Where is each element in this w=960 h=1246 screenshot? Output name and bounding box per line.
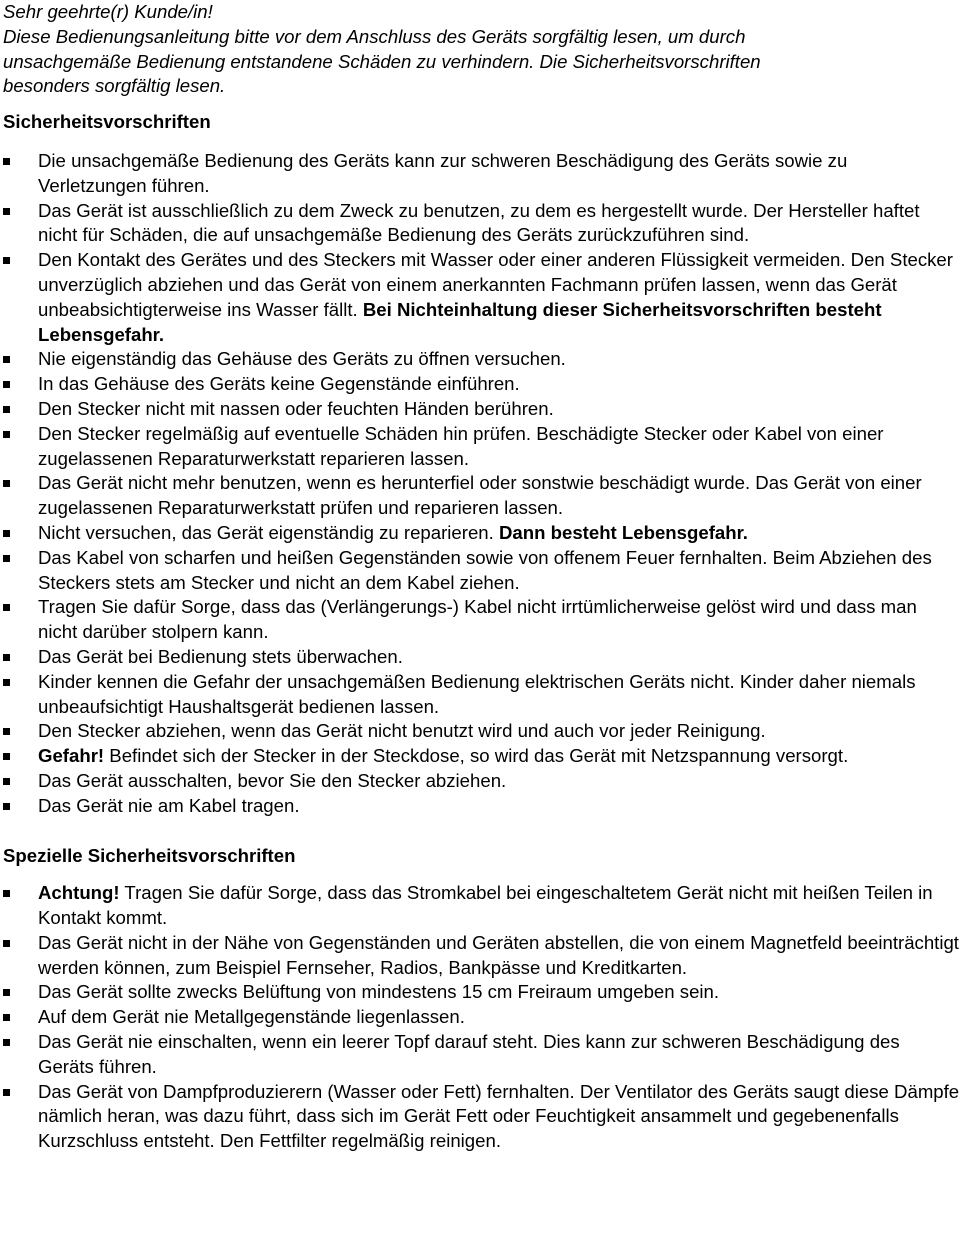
list-item-text: Tragen Sie dafür Sorge, dass das Stromkabel bei eingeschaltetem Gerät nicht mit heißen Teilen in Kontakt kommt. <box>38 882 933 929</box>
list-item <box>3 471 960 521</box>
list-item <box>3 422 960 472</box>
square-bullet-icon <box>3 356 10 363</box>
square-bullet-icon <box>3 158 10 165</box>
list-item <box>3 1080 960 1154</box>
list-item-text: Das Gerät nicht in der Nähe von Gegenständen und Geräten abstellen, die von einem Magnetfeld beeinträchtigt werden können, zum Beispiel Fernseher, Radios, Bankpässe und Kreditkarten. <box>38 931 959 978</box>
list-item-text: In das Gehäuse des Geräts keine Gegenstände einführen. <box>38 373 520 395</box>
square-bullet-icon <box>3 431 10 438</box>
list-item <box>3 149 960 199</box>
list-item-text: Das Gerät von Dampfproduzierern (Wasser oder Fett) fernhalten. Der Ventilator des Geräts saugt diese Dämpfe nämlich heran, was dazu führt, dass sich im Gerät Fett oder Feuchtigkeit ansammelt und gegebenenfalls Kurzschluss entsteht. Den Fettfilter regelmäßig reinigen. <box>38 1080 960 1152</box>
list-item-text: Das Gerät nicht mehr benutzen, wenn es herunterfiel oder sonstwie beschädigt wurde. Das Gerät von einer zugelassenen Reparaturwerkstatt prüfen und reparieren lassen. <box>38 472 922 519</box>
list-item-text: Den Stecker abziehen, wenn das Gerät nicht benutzt wird und auch vor jeder Reinigung. <box>38 720 766 742</box>
list-item <box>3 931 960 981</box>
list-item-text: Das Gerät sollte zwecks Belüftung von mindestens 15 cm Freiraum umgeben sein. <box>38 981 720 1003</box>
list-item-text: Kinder kennen die Gefahr der unsachgemäßen Bedienung elektrischen Geräts nicht. Kinder daher niemals unbeaufsichtigt Haushaltsgerät bedienen lassen. <box>38 670 916 717</box>
special-safety-list <box>3 881 960 1154</box>
list-item <box>3 1005 960 1030</box>
intro-line: Diese Bedienungsanleitung bitte vor dem Anschluss des Geräts sorgfältig lesen, um durch <box>3 25 746 47</box>
list-item-text: Auf dem Gerät nie Metallgegenstände liegenlassen. <box>38 1006 465 1028</box>
list-item <box>3 980 960 1005</box>
list-item-text: Den Kontakt des Gerätes und des Steckers mit Wasser oder einer anderen Flüssigkeit vermeiden. Den Stecker unverzüglich abziehen und das Gerät von einem anerkannten Fachmann prüfen lassen, wenn das Gerät unbeabsichtigterweise ins Wasser fällt. <box>38 249 953 320</box>
square-bullet-icon <box>3 257 10 264</box>
list-item-text: Den Stecker regelmäßig auf eventuelle Schäden hin prüfen. Beschädigte Stecker oder Kabel von einer zugelassenen Reparaturwerkstatt reparieren lassen. <box>38 422 884 469</box>
list-item <box>3 719 960 744</box>
list-item <box>3 546 960 596</box>
intro-line: besonders sorgfältig lesen. <box>3 75 226 97</box>
square-bullet-icon <box>3 530 10 537</box>
square-bullet-icon <box>3 1014 10 1021</box>
square-bullet-icon <box>3 753 10 760</box>
warning-lead: Gefahr! <box>38 745 105 767</box>
list-item <box>3 521 960 546</box>
list-item-text: Das Gerät bei Bedienung stets überwachen. <box>38 645 403 667</box>
danger-warning: Bei Nichteinhaltung dieser Sicherheitsvorschriften besteht Lebensgefahr. <box>38 298 882 345</box>
square-bullet-icon <box>3 406 10 413</box>
list-item <box>3 744 960 769</box>
safety-heading: Sicherheitsvorschriften <box>3 111 211 133</box>
list-item <box>3 397 960 422</box>
square-bullet-icon <box>3 679 10 686</box>
square-bullet-icon <box>3 803 10 810</box>
square-bullet-icon <box>3 890 10 897</box>
square-bullet-icon <box>3 1089 10 1096</box>
safety-list <box>3 149 960 819</box>
special-safety-heading: Spezielle Sicherheitsvorschriften <box>3 844 296 866</box>
list-item-text: Nicht versuchen, das Gerät eigenständig zu reparieren. <box>38 521 499 543</box>
intro-line: unsachgemäße Bedienung entstandene Schäden zu verhindern. Die Sicherheitsvorschriften <box>3 50 761 72</box>
square-bullet-icon <box>3 555 10 562</box>
list-item <box>3 199 960 249</box>
intro-greeting: Sehr geehrte(r) Kunde/in! <box>3 1 213 22</box>
list-item-text: Das Gerät nie am Kabel tragen. <box>38 794 300 816</box>
list-item <box>3 881 960 931</box>
square-bullet-icon <box>3 480 10 487</box>
list-item <box>3 1030 960 1080</box>
square-bullet-icon <box>3 381 10 388</box>
list-item-text: Den Stecker nicht mit nassen oder feuchten Händen berühren. <box>38 397 554 419</box>
square-bullet-icon <box>3 778 10 785</box>
list-item <box>3 645 960 670</box>
square-bullet-icon <box>3 728 10 735</box>
list-item <box>3 794 960 819</box>
list-item-text: Tragen Sie dafür Sorge, dass das (Verlängerungs-) Kabel nicht irrtümlicherweise gelöst wird und dass man nicht darüber stolpern kann. <box>38 596 917 643</box>
list-item-text: Die unsachgemäße Bedienung des Geräts kann zur schweren Beschädigung des Geräts sowie zu Verletzungen führen. <box>38 149 848 196</box>
list-item-text: Das Gerät ist ausschließlich zu dem Zweck zu benutzen, zu dem es hergestellt wurde. Der Hersteller haftet nicht für Schäden, die auf unsachgemäße Bedienung des Geräts zurückzuführen sind. <box>38 199 920 246</box>
danger-warning: Dann besteht Lebensgefahr. <box>498 521 748 543</box>
list-item-text: Befindet sich der Stecker in der Steckdose, so wird das Gerät mit Netzspannung versorgt. <box>104 745 849 767</box>
list-item-text: Das Gerät nie einschalten, wenn ein leerer Topf darauf steht. Dies kann zur schweren Beschädigung des Geräts führen. <box>38 1031 900 1077</box>
intro-paragraph <box>3 0 960 99</box>
list-item <box>3 769 960 794</box>
square-bullet-icon <box>3 208 10 215</box>
list-item <box>3 248 960 347</box>
list-item-text: Das Kabel von scharfen und heißen Gegenständen sowie von offenem Feuer fernhalten. Beim Abziehen des Steckers stets am Stecker und nicht an dem Kabel ziehen. <box>38 546 932 593</box>
square-bullet-icon <box>3 604 10 611</box>
square-bullet-icon <box>3 940 10 947</box>
list-item <box>3 595 960 645</box>
list-item-text: Das Gerät ausschalten, bevor Sie den Stecker abziehen. <box>38 769 507 791</box>
list-item <box>3 347 960 372</box>
list-item-text: Nie eigenständig das Gehäuse des Geräts zu öffnen versuchen. <box>38 348 566 370</box>
square-bullet-icon <box>3 989 10 996</box>
list-item <box>3 670 960 720</box>
square-bullet-icon <box>3 654 10 661</box>
square-bullet-icon <box>3 1039 10 1046</box>
list-item <box>3 372 960 397</box>
warning-lead: Achtung! <box>38 882 120 904</box>
